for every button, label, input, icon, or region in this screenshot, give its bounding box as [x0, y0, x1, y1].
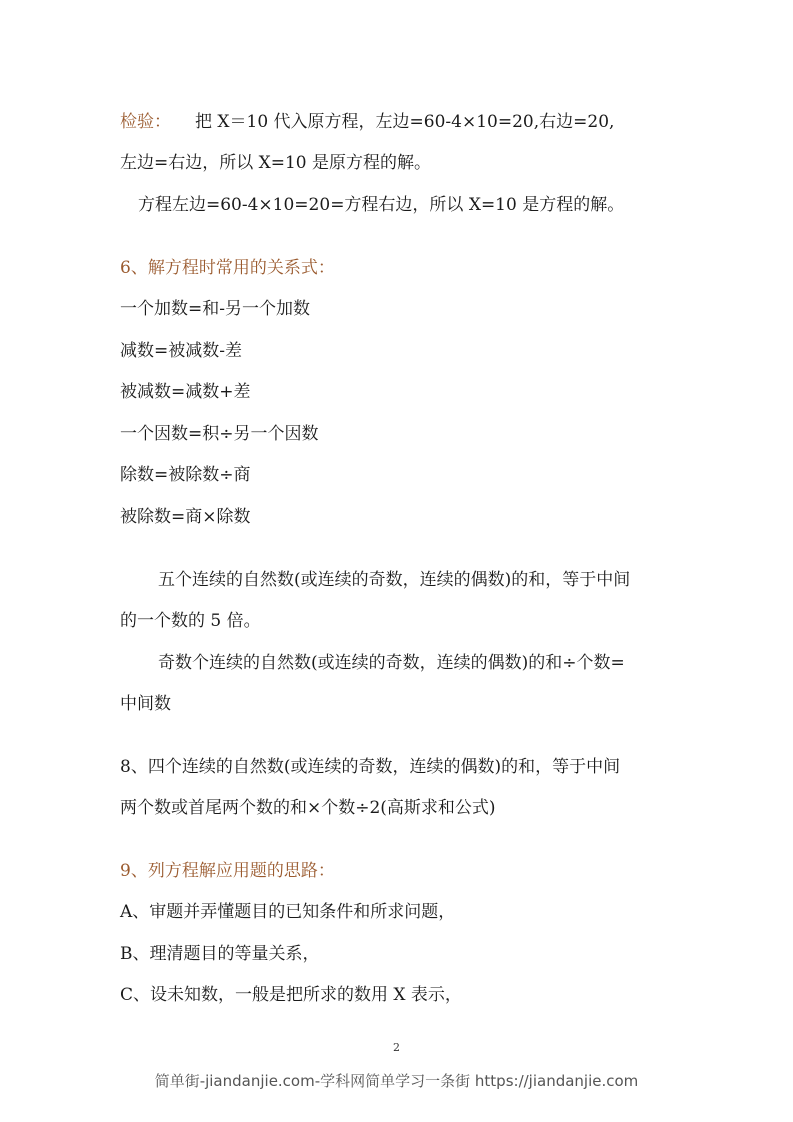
relation-item: 被减数=减数+差 [120, 382, 251, 402]
para-five-line-2: 的一个数的 5 倍。 [120, 611, 261, 631]
relation-item: 减数=被减数-差 [120, 341, 242, 361]
relation-item: 被除数=商×除数 [120, 507, 251, 527]
para-odd-line-2: 中间数 [120, 694, 171, 714]
page-number: 2 [393, 1041, 400, 1054]
section6-heading: 6、解方程时常用的关系式： [120, 258, 335, 278]
section8-line-2: 两个数或首尾两个数的和×个数÷2(高斯求和公式) [120, 798, 496, 818]
step-item: C、设未知数，一般是把所求的数用 X 表示， [120, 985, 462, 1005]
check-label: 检验： [120, 112, 171, 132]
section9-heading: 9、列方程解应用题的思路： [120, 861, 335, 881]
check-text-1: 把 X＝10 代入原方程，左边=60-4×10=20,右边=20, [195, 112, 615, 132]
site-footer: 简单街-jiandanjie.com-学科网简单学习一条街 https://jiandanjie.com [154, 1072, 639, 1090]
check-line-3: 方程左边=60-4×10=20=方程右边，所以 X=10 是方程的解。 [138, 195, 625, 215]
check-line-2: 左边=右边，所以 X=10 是原方程的解。 [120, 153, 432, 173]
para-five-line-1: 五个连续的自然数(或连续的奇数，连续的偶数)的和，等于中间 [158, 570, 631, 590]
section8-line-1: 8、四个连续的自然数(或连续的奇数，连续的偶数)的和，等于中间 [120, 757, 621, 777]
para-odd-line-1: 奇数个连续的自然数(或连续的奇数，连续的偶数)的和÷个数= [158, 653, 625, 673]
relation-item: 一个加数=和-另一个加数 [120, 299, 310, 319]
relation-item: 除数=被除数÷商 [120, 465, 251, 485]
check-line-1 [120, 110, 614, 134]
step-item: A、审题并弄懂题目的已知条件和所求问题， [120, 902, 456, 922]
step-item: B、理清题目的等量关系， [120, 944, 320, 964]
relation-item: 一个因数=积÷另一个因数 [120, 424, 319, 444]
